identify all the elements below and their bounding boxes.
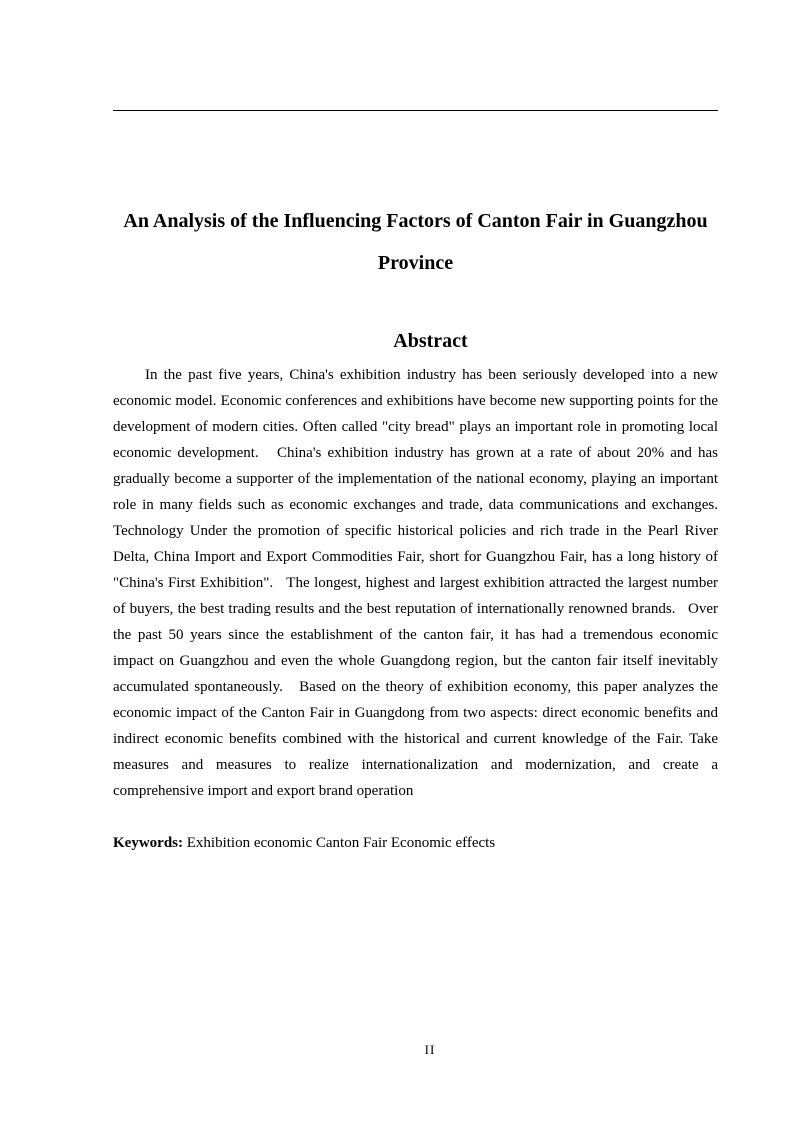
keywords-line <box>113 830 718 856</box>
keywords-text: Exhibition economic Canton Fair Economic effects <box>183 835 496 851</box>
document-title: An Analysis of the Influencing Factors of Canton Fair in Guangzhou Province <box>123 210 708 274</box>
keywords-label: Keywords: <box>113 835 183 851</box>
abstract-heading: Abstract <box>393 330 468 352</box>
page-number: II <box>424 1042 436 1057</box>
abstract-body: In the past five years, China's exhibition industry has been seriously developed into a new economic model. Economic conferences and exhibitions have become new supporting points for the development of modern cities. Often called "city bread" plays an important role in promoting local economic development. China's exhibition industry has grown at a rate of about 20% and has gradually become a supporter of the implementation of the national economy, playing an important role in many fields such as economic exchanges and trade, data communications and exchanges. Technology Under the promotion of specific historical policies and rich trade in the Pearl River Delta, China Import and Export Commodities Fair, short for Guangzhou Fair, has a long history of "China's First Exhibition". The longest, highest and largest exhibition attracted the largest number of buyers, the best trading results and the best reputation of internationally renowned brands. Over the past 50 years since the establishment of the canton fair, it has had a tremendous economic impact on Guangzhou and even the whole Guangdong region, but the canton fair itself inevitably accumulated spontaneously. Based on the theory of exhibition economy, this paper analyzes the economic impact of the Canton Fair in Guangdong from two aspects: direct economic benefits and indirect economic benefits combined with the historical and current knowledge of the Fair. Take measures and measures to realize internationalization and modernization, and create a comprehensive import and export brand operation <box>113 367 730 799</box>
header-rule <box>113 110 718 111</box>
